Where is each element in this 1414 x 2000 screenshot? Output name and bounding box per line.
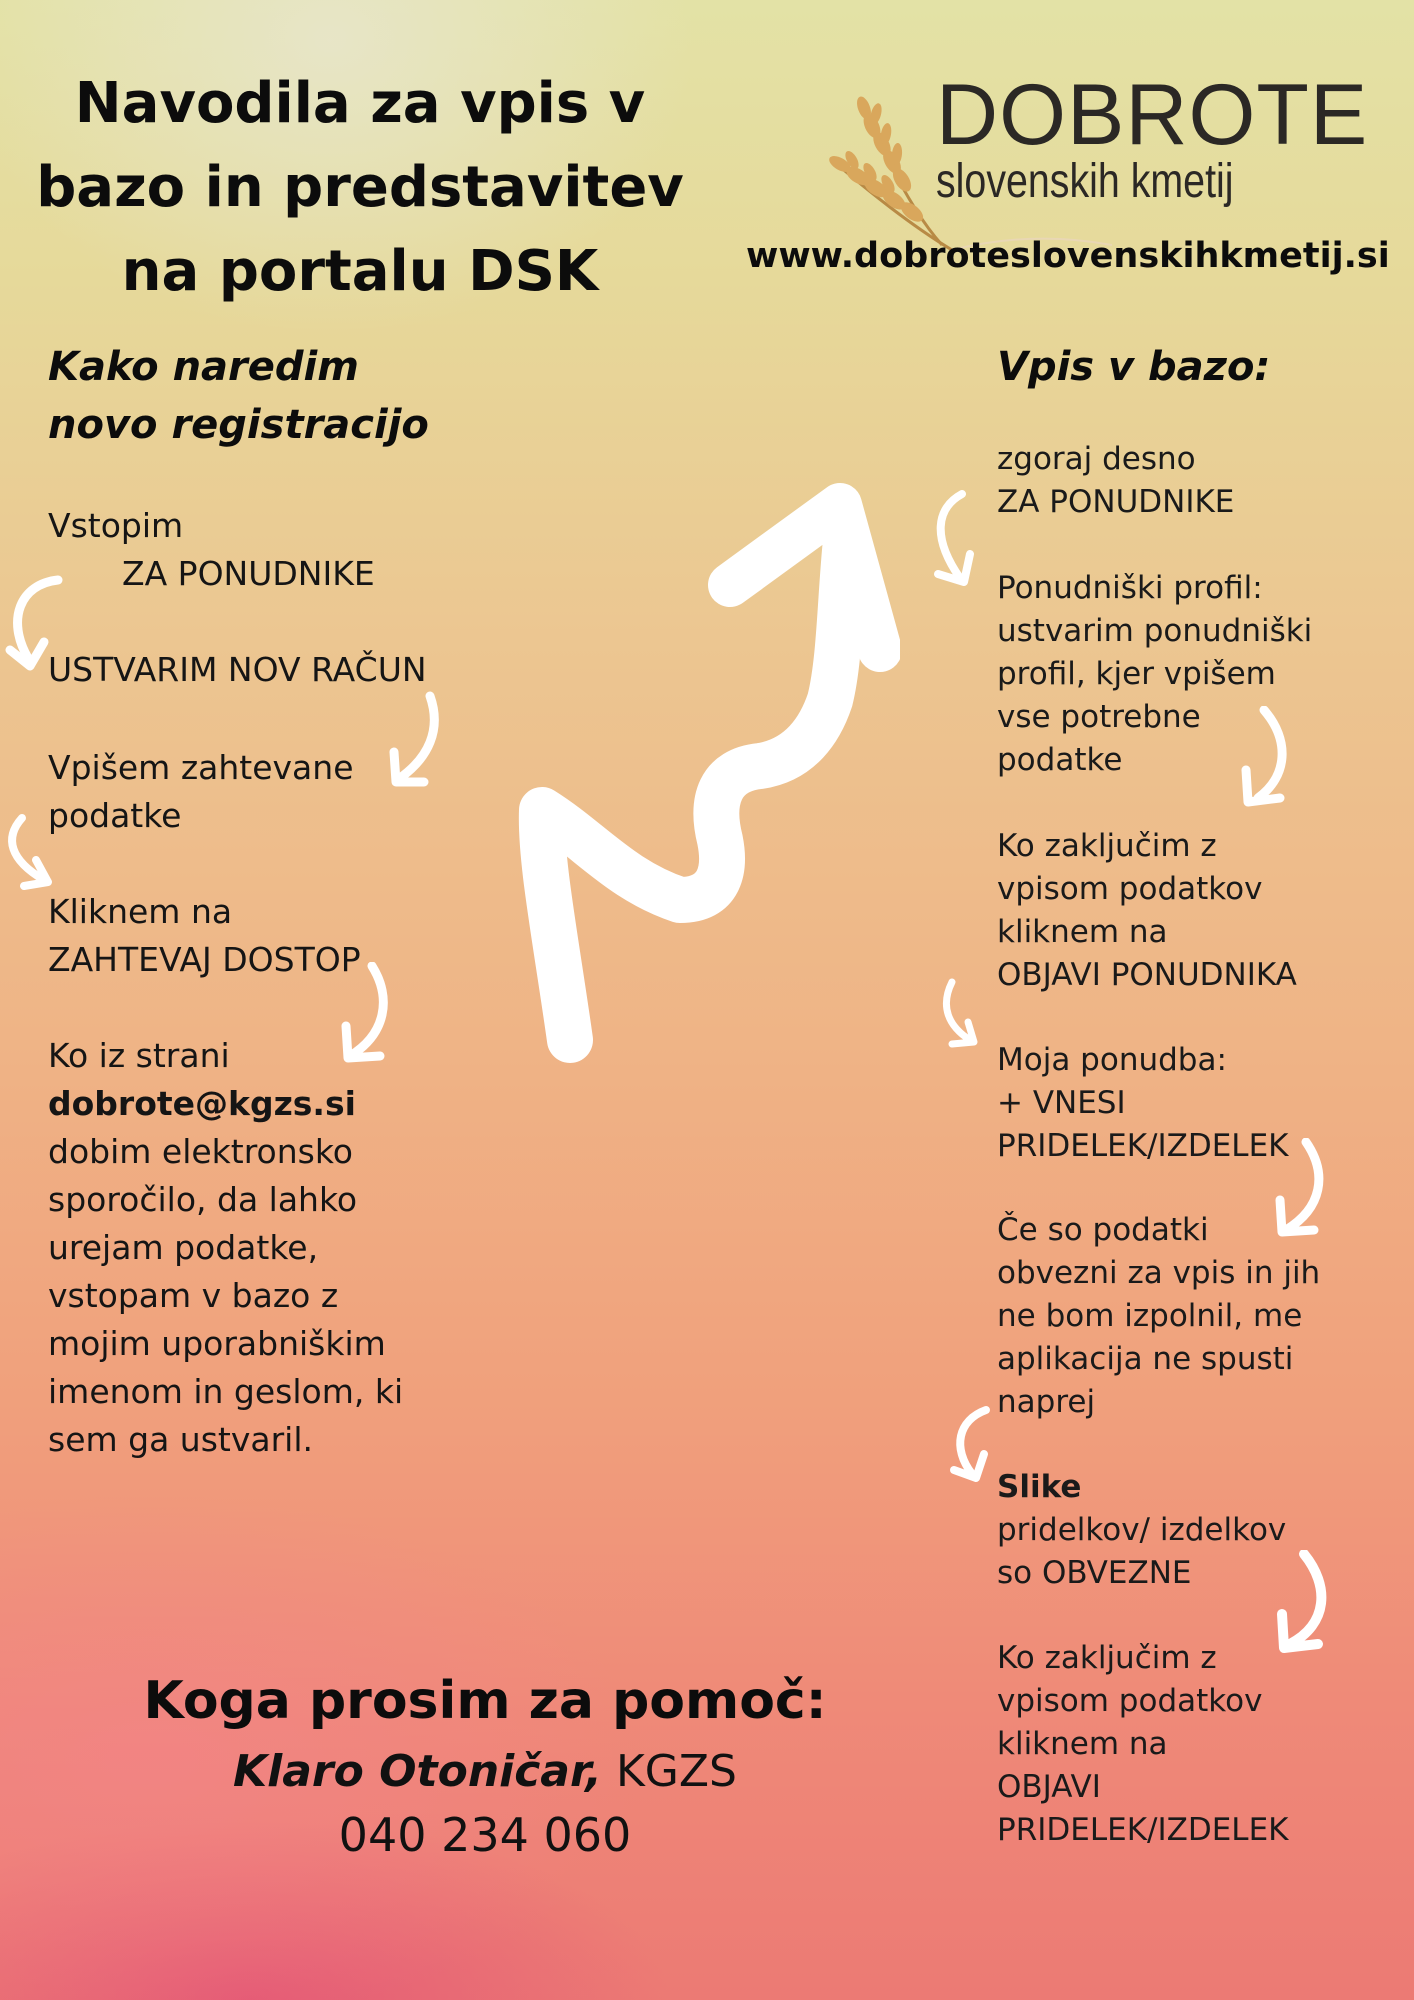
title-line: na portalu DSK xyxy=(121,239,599,304)
curved-arrow-icon xyxy=(338,962,418,1072)
email-link[interactable]: dobrote@kgzs.si xyxy=(48,1084,356,1123)
curved-arrow-icon xyxy=(940,1404,1020,1514)
logo-subtitle: slovenskih kmetij xyxy=(936,155,1234,208)
step-text: podatke xyxy=(997,742,1123,778)
step-text: sem ga ustvaril. xyxy=(48,1420,313,1459)
heading-line: Kako naredim xyxy=(48,344,359,390)
step-text: + VNESI xyxy=(997,1085,1126,1121)
website-url[interactable]: www.dobroteslovenskihkmetij.si xyxy=(746,236,1390,276)
step-request-access xyxy=(48,888,361,984)
heading-line: novo registracijo xyxy=(48,402,429,448)
title-line: Navodila za vpis v xyxy=(74,71,646,136)
step-text: kliknem na xyxy=(997,914,1168,950)
title-line: bazo in predstavitev xyxy=(36,155,684,220)
step-text: vpisom podatkov xyxy=(997,1683,1263,1719)
step-text: profil, kjer vpišem xyxy=(997,656,1276,692)
step-text: Če so podatki xyxy=(997,1212,1209,1248)
right-step-4 xyxy=(997,1039,1289,1168)
step-text: Kliknem na xyxy=(48,892,233,931)
step-text: ZAHTEVAJ DOSTOP xyxy=(48,940,361,979)
step-text: obvezni za vpis in jih xyxy=(997,1255,1321,1291)
step-text: naprej xyxy=(997,1384,1096,1420)
step-text: zgoraj desno xyxy=(997,441,1196,477)
step-email-confirm xyxy=(48,1032,408,1464)
curved-arrow-icon xyxy=(920,488,1000,598)
right-step-6 xyxy=(997,1466,1286,1595)
step-text: ZA PONUDNIKE xyxy=(997,484,1235,520)
step-text: PRIDELEK/IZDELEK xyxy=(997,1812,1289,1848)
step-text: PRIDELEK/IZDELEK xyxy=(997,1128,1289,1164)
step-text: ne bom izpolnil, me xyxy=(997,1298,1303,1334)
step-text: Vpišem zahtevane xyxy=(48,748,354,787)
step-text: vpisom podatkov xyxy=(997,871,1263,907)
zigzag-arrow-icon xyxy=(500,480,900,1080)
step-text: ZA PONUDNIKE xyxy=(122,554,375,593)
step-text: Ponudniški profil: xyxy=(997,570,1263,606)
curved-arrow-icon xyxy=(0,808,80,918)
step-text: vstopam v bazo z xyxy=(48,1276,339,1315)
step-text: aplikacija ne spusti xyxy=(997,1341,1294,1377)
curved-arrow-icon xyxy=(0,570,80,680)
step-text: mojim uporabniškim xyxy=(48,1324,386,1363)
step-text: OBJAVI xyxy=(997,1769,1101,1805)
step-text: Vstopim xyxy=(48,506,184,545)
step-text: so OBVEZNE xyxy=(997,1555,1192,1591)
step-text: Moja ponudba: xyxy=(997,1042,1227,1078)
step-text: sporočilo, da lahko xyxy=(48,1180,358,1219)
contact-org: KGZS xyxy=(601,1746,737,1797)
step-text: Ko zaključim z xyxy=(997,828,1217,864)
step-enter xyxy=(48,502,375,598)
step-text: Ko zaključim z xyxy=(997,1640,1217,1676)
step-text: kliknem na xyxy=(997,1726,1168,1762)
step-text: ustvarim ponudniški xyxy=(997,613,1313,649)
contact-name: Klaro Otoničar, xyxy=(233,1746,602,1797)
right-step-1 xyxy=(997,438,1234,524)
right-heading: Vpis v bazo: xyxy=(997,344,1271,390)
curved-arrow-icon xyxy=(378,690,458,800)
step-text: imenom in geslom, ki xyxy=(48,1372,404,1411)
step-text: podatke xyxy=(48,796,182,835)
step-create-account: USTVARIM NOV RAČUN xyxy=(48,650,427,689)
step-text: dobim elektronsko xyxy=(48,1132,353,1171)
right-step-7 xyxy=(997,1637,1289,1852)
curved-arrow-icon xyxy=(1272,1550,1352,1660)
left-heading xyxy=(48,338,429,454)
curved-arrow-icon xyxy=(1272,1138,1352,1248)
page-title xyxy=(30,62,690,314)
step-text: pridelkov/ izdelkov xyxy=(997,1512,1287,1548)
step-text: OBJAVI PONUDNIKA xyxy=(997,957,1297,993)
step-text: Ko iz strani xyxy=(48,1036,230,1075)
step-text: vse potrebne xyxy=(997,699,1201,735)
step-fill-data xyxy=(48,744,354,840)
logo-title: DOBROTE xyxy=(936,67,1369,163)
help-title: Koga prosim za pomoč: xyxy=(143,1671,827,1731)
curved-arrow-icon xyxy=(930,976,1010,1086)
right-step-3 xyxy=(997,825,1297,997)
step-text-bold: Slike xyxy=(997,1469,1082,1505)
curved-arrow-icon xyxy=(1234,706,1314,816)
contact-phone[interactable]: 040 234 060 xyxy=(338,1808,632,1862)
step-text: urejam podatke, xyxy=(48,1228,319,1267)
help-contact xyxy=(100,1741,870,1803)
